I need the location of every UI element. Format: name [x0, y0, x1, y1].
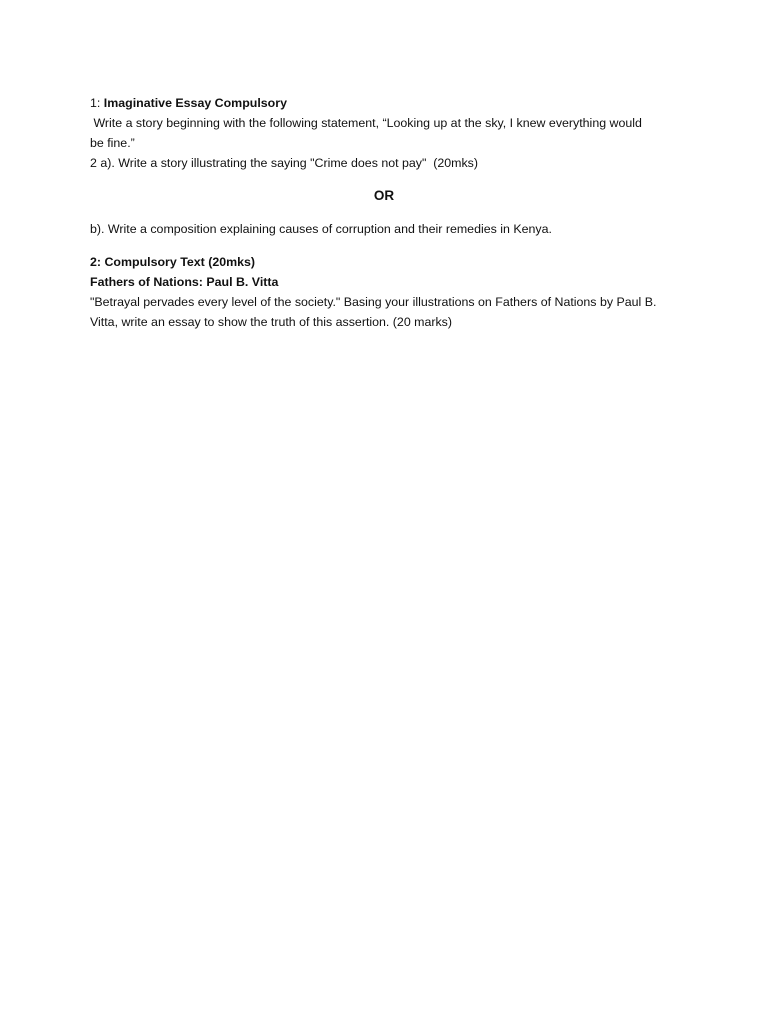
section-2-question-line-1: "Betrayal pervades every level of the society." Basing your illustrations on Fathers of Nations by Paul B. [90, 295, 657, 309]
question-1-heading: Imaginative Essay Compulsory [103, 96, 287, 110]
question-2a-text: 2 a). Write a story illustrating the saying "Crime does not pay" (20mks) [90, 156, 479, 170]
or-label: OR [373, 188, 395, 203]
question-1-heading-line [90, 93, 680, 113]
section-spacer [90, 239, 680, 252]
question-1-number: 1: [90, 96, 104, 110]
section-2-question-line-2: Vitta, write an essay to show the truth of this assertion. (20 marks) [90, 315, 453, 329]
document-page [90, 93, 680, 332]
question-2b-text: b). Write a composition explaining causes of corruption and their remedies in Kenya. [90, 222, 552, 236]
question-1-prompt-line-2: be fine.” [90, 136, 135, 150]
question-1-prompt-line-1: Write a story beginning with the following statement, “Looking up at the sky, I knew everything would [90, 116, 642, 130]
section-2-book-title: Fathers of Nations: Paul B. Vitta [90, 275, 279, 289]
section-2-heading: 2: Compulsory Text (20mks) [90, 255, 256, 269]
